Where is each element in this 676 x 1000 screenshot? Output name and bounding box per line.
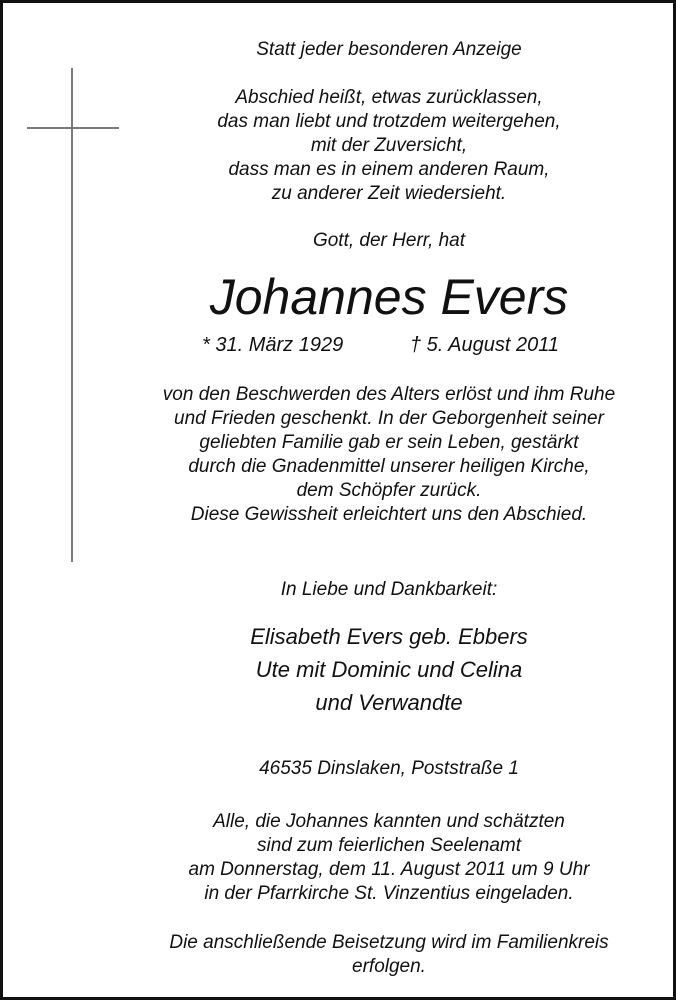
burial-line: Die anschließende Beisetzung wird im Familienkreis bbox=[169, 932, 609, 953]
body-line: geliebten Familie gab er sein Leben, gestärkt bbox=[199, 432, 579, 453]
burial-text bbox=[100, 931, 676, 979]
poem-line: dass man es in einem anderen Raum, bbox=[228, 159, 550, 180]
family-member: Elisabeth Evers geb. Ebbers bbox=[250, 624, 528, 649]
family-member: Ute mit Dominic und Celina bbox=[255, 657, 523, 682]
gratitude-line: In Liebe und Dankbarkeit: bbox=[280, 579, 498, 600]
death-date: † 5. August 2011 bbox=[410, 334, 560, 356]
body-line: von den Beschwerden des Alters erlöst und ihm Ruhe bbox=[162, 384, 616, 405]
intro-text: Gott, der Herr, hat bbox=[312, 230, 466, 251]
burial-line: erfolgen. bbox=[352, 956, 426, 977]
invitation-line: in der Pfarrkirche St. Vinzentius eingeladen. bbox=[204, 883, 574, 904]
body-line: und Frieden geschenkt. In der Geborgenheit seiner bbox=[174, 408, 604, 429]
birth-date: * 31. März 1929 bbox=[202, 334, 344, 356]
poem bbox=[100, 86, 676, 206]
body-line: durch die Gnadenmittel unserer heiligen Kirche, bbox=[188, 456, 590, 477]
notice-heading: Statt jeder besonderen Anzeige bbox=[256, 39, 522, 60]
address: 46535 Dinslaken, Poststraße 1 bbox=[259, 758, 519, 779]
invitation-line: sind zum feierlichen Seelenamt bbox=[256, 835, 522, 856]
invitation-line: am Donnerstag, dem 11. August 2011 um 9 Uhr bbox=[188, 859, 590, 880]
body-line: dem Schöpfer zurück. bbox=[296, 480, 482, 501]
poem-line: zu anderer Zeit wiedersieht. bbox=[271, 183, 507, 204]
family-list bbox=[100, 620, 676, 719]
deceased-name: Johannes Evers bbox=[209, 269, 569, 325]
body-text bbox=[100, 383, 676, 527]
body-line: Diese Gewissheit erleichtert uns den Abschied. bbox=[190, 504, 588, 525]
family-member: und Verwandte bbox=[315, 690, 463, 715]
poem-line: Abschied heißt, etwas zurücklassen, bbox=[235, 87, 543, 108]
invitation-line: Alle, die Johannes kannten und schätzten bbox=[213, 811, 565, 832]
invitation-text bbox=[100, 810, 676, 906]
poem-line: das man liebt und trotzdem weitergehen, bbox=[217, 111, 561, 132]
poem-line: mit der Zuversicht, bbox=[310, 135, 468, 156]
cross-vertical-bar bbox=[71, 68, 73, 562]
